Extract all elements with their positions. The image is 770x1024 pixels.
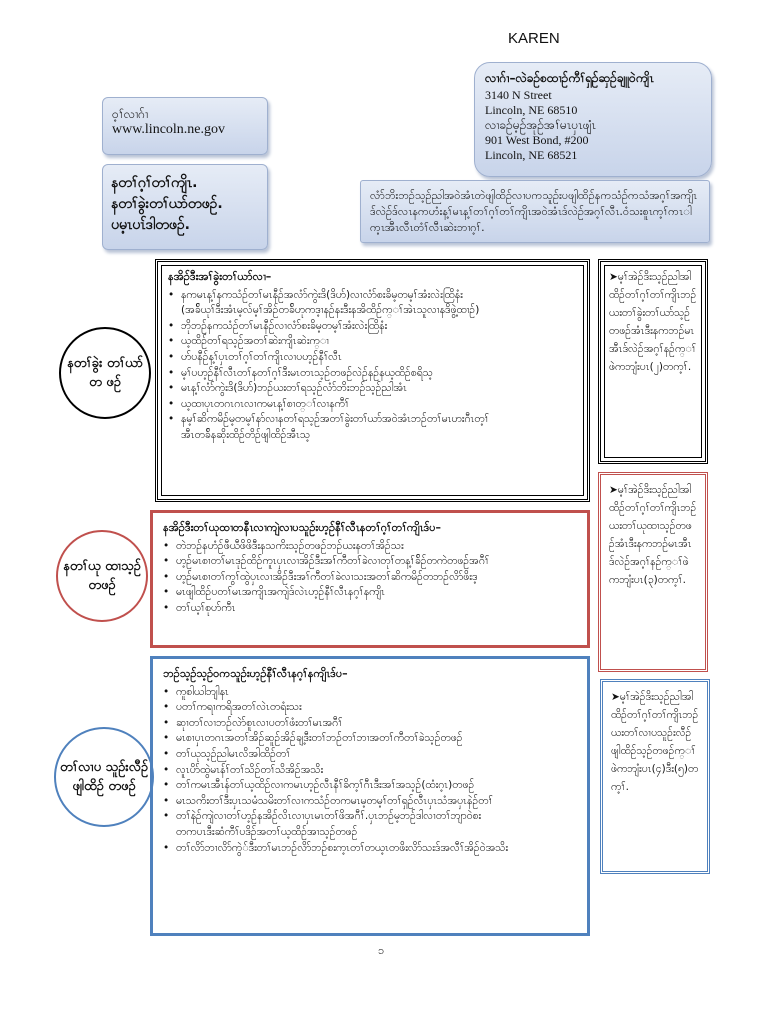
rights-circle-label: နတၢ်ခွဲး တၢ်ယာ်တ ဖဉ် — [67, 356, 143, 390]
intro-text: လံာ်ဘိးဘဉ်သ့ဉ်ညါအဝဲအံၤတဲဖျါထိဉ်လၢပကသူဉ်းပဖျါထိဉ်နကသံဉ်ကသံအဂ့ၢ်အကျိၤဒ်လဲဉ်ဒ်လၤနကဟံးန့ၢ်မၤန့ၢ်တၢ်ဂ့ၢ်တၢ်ကျိၤအဝဲအံၤဒ်လဲဉ်အဂ့ၢ်လီၤ.ဝံသးစူၤက့ၢ်ကၤါက့ၤအီၤလီၤတံၢ်လီၤဆဲးဘၢဂ့ၢ်. — [360, 180, 710, 243]
list-item: • နမ့ၢ်ဆိကမိဉ်မ့တမ့ၢ်နာ်လၢနတၢ်ရသ့ဉ်အတၢ်ခွဲးတၢ်ယာ်အဝဲအံၤဘဉ်တၢ်မၤဟးဂီၤတ့ၢ် — [168, 412, 577, 428]
choices-heading: နအိဉ်ဒီးတၢ်ယုထၢတနီၤလၢကျဲလၢပသူဉ်းဟ့ဉ်နီၢ်လီၤနတၢ်ဂ့ၢ်တၢ်ကျိၤဒ်ပ– — [163, 521, 442, 534]
uses-list — [163, 685, 577, 857]
uses-circle-label: တၢ်လၢပ သူဉ်းလီဉ် ဖျါထိဉ် တဖဉ် — [59, 760, 149, 794]
rights-section — [155, 259, 590, 502]
address-line: Lincoln, NE 68510 — [485, 103, 578, 117]
list-item: • ဟ့ဉ်မၤစၢတၢ်ကွၢ်ထွဲပှၤလၢအိဉ်ဒီးအၢ်ကီတၢ်ခဲလၢသးအတၢ်ဆိကမိဉ်တဘဉ်လိာ်ဖိးဒ့ — [163, 570, 577, 586]
list-item: • မၤစၢပှၤတဂၤအတၢ်အိဉ်ဆူဉ်အိဉ်ချ့ဒီးတၢ်ဘဉ်တၢ်ဘၢအတၢ်ကီတၢ်ခဲသ့ဉ်တဖဉ် — [163, 731, 577, 747]
list-item: • မၤသကိးတၢ်ဒီးပှၤသမံသမိးတၢ်လၢကသံဉ်တကမၤမ့တမ့ၢ်တၢ်ရှဉ်လီၤပှၤသံအပှၤနဲဉ်တၢ် — [163, 794, 577, 810]
list-item: • တၢ်ယ့ၢ်စုပာ်ကီၤ — [163, 601, 577, 617]
uses-heading: ဘဉ်သ့ဉ်သ့ဉ်ဝကသူဉ်းဟ့ဉ်နီၢ်လီၤနဂ့ၢ်နကျိၤဒ်ပ– — [163, 667, 348, 680]
list-item: • တၢ်လိာ်ဘၢလိာ်ကွဲ်ဒီးတၢ်မၤဘဉ်လိာ်ဘဉ်စးက့ၤတၢ်တယ့ၤတဖိးလိာ်သးဒ်အလီၢ်အိဉ်ဝဲအသိး — [163, 841, 577, 857]
office-title: လၢဂ်ၢ–လဲခဉ်စထၢဉ်ကီၢ်ရှဉ်ဆှဉ်ချူဝဲကျိၤ — [485, 71, 654, 85]
choices-circle-label: နတၢ်ယု ထၢသ့ဉ် တဖဉ် — [63, 559, 141, 593]
website-box — [102, 97, 268, 155]
address-line: 3140 N Street — [485, 88, 552, 102]
list-item: • ကူစါယါဘျါနၤ — [163, 685, 577, 701]
rights-list — [168, 288, 577, 444]
list-item: • ယ့ထိဉ်တၢ်ရသ့ဉ်အတၢ်ဆဲးကျိၤဆဲးက္ၢ — [168, 334, 577, 350]
list-item: • ဘိုဘဉ်နကသံဉ်တၢ်မၤနီဉ်လၢလံာ်စးခိမ့တမ့ၢ်အံးလဲးထြိနံး — [168, 319, 577, 335]
address-line: Lincoln, NE 68521 — [485, 148, 578, 162]
uses-circle — [54, 727, 154, 827]
page-number: ၁ — [378, 944, 385, 957]
title-line: ပမ့ၤပၤ်ဒါတဖဉ်. — [111, 217, 190, 233]
list-item: • ဟ်ပနီဉ်န့ၢ်ပှၤတၢ်ဂ့ၢ်တၢ်ကျိၤလၢပဟ့ဉ်နီၢ်လီၤ — [168, 350, 577, 366]
list-item: (အခ်ိယုၢ်ဒီးအံၤမ့လ်မ့ၢ်အိဉ်တခ်ိဟုကဒ့ၢနဉ်နးဒီးနအိထိဉ်က္ၢ်အဲၤသူလၢနဒိဖွဲ့ထၢဉ်) — [181, 304, 480, 317]
list-item: • မၤန့ၢ်လံာ်ကွဲးဒိ(ဒိဟ်)ဘဉ်ယးတၢ်ရသ့ဉ်လံာ်ဘိးဘဉ်သ့ဉ်ညါအံၤ — [168, 381, 577, 397]
choices-list — [163, 539, 577, 617]
list-item: • တၢ်ယုသ့ဉ်ညါမၤလိအါထိဉ်တၢ် — [163, 747, 577, 763]
list-item: • တၢ်ကမၤအီၤန်တၢ်ယ့ထိဉ်လၢကမၤဟ့ဉ်လီၤနီၢ်ခိက့ၢ်ဂီၤဒီးအၢ်အသ့ဉ်(ထံးဂ့ၤ)တဖဉ် — [163, 778, 577, 794]
language-label: KAREN — [508, 30, 560, 47]
title-line: နတၢ်ဂ့ၢ်တၢ်ကျိၤ. — [111, 175, 198, 191]
address-line: လၢခဉ်မ့ဉ်အုဉ်အၢ်မၤပှၤဖျံၤ — [485, 118, 596, 132]
website-label: ဝ့ၢ်လၢဂ်ၢ — [112, 107, 149, 121]
website-link[interactable]: www.lincoln.ne.gov — [112, 122, 226, 137]
list-item: • ဟ့ဉ်မၤစၢတၢ်မၤဒုဉ်ထိဉ်ကူၤပှၤလၢအိဉ်ဒီးအၢ်ကီတၢ်ခဲလၢတုၢ်တန့ၢ်ခ်ိဉ်တကဲတဖဉ်အဂီၢ် — [163, 554, 577, 570]
office-address-box — [474, 62, 712, 177]
choices-section — [150, 510, 590, 648]
uses-side-note: ➤မ့ၢ်အဲဉ်ဒိးသ့ဉ်ညါအါထိဉ်တၢ်ဂ့ၢ်တၢ်ကျိၤဘဉ်ယးတၢ်လၢပသူဉ်းလီဉ်ဖျါထိဉ်သ့ဉ်တဖဉ်က္ၢ်ဖဲကဘျံးပၤ(၄)ဒီး(၅)တက့ၢ်. — [600, 679, 710, 874]
list-item: • နကမၤန့ၢ်နကသံဉ်တၢ်မၤနီဉ်အလံာ်ကွဲးဒိ(ဒိဟ်)လၢလံာ်စးခိမ့တမ့ၢ်အံးလဲးထြိနံး — [168, 288, 577, 304]
list-item: • ယ့ထၢပုၤတဂၤဂၤလၢကမၤန့ၢ်စၢတ္ၢ်လၢနကီၢ် — [168, 397, 577, 413]
list-item: • လူၤပိာ်ထွဲမၤန်ၢ်တၢ်သိဉ်တၢ်သိအိဉ်အသိး — [163, 763, 577, 779]
choices-side-note: ➤မ့ၢ်အဲဉ်ဒိးသ့ဉ်ညါအါထိဉ်တၢ်ဂ့ၢ်တၢ်ကျိၤဘဉ်ယးတၢ်ယုထၢသ့ဉ်တဖဉ်အံၤဒီးနကဘဉ်မၤအီၤဒ်လဲဉ်အဂ့ၢ်နဉ်က္ၢ်ဖဲကဘျံးပၤ(၃)တက့ၢ်. — [598, 472, 708, 672]
list-item: • တဲဘဉ်နဟံဉ်ဖီယီဖိဖိဒီးနသကိးသ့ဉ်တဖဉ်ဘဉ်ယးနတၢ်အိဉ်သး — [163, 539, 577, 555]
uses-section — [150, 656, 590, 936]
list-item: တကပၤဒီးဆံကီၢ်ပဒိဉ်အတၢ်ယ့ထိဉ်အၢသ့ဉ်တဖဉ် — [176, 825, 358, 838]
rights-heading: နအိဉ်ဒီးအၢ်ခွဲးတၢ်ယာ်လၢ– — [168, 270, 272, 283]
list-item: • မၤဖျါထိဉ်ပတၢ်မၤအကျိၤအကျဲဒ်လဲၤဟ့ဉ်နီၢ်လီၤနဂ့ၢ်နကျိၤ — [163, 585, 577, 601]
rights-circle — [59, 327, 151, 419]
choices-circle — [56, 530, 148, 622]
list-item: အီၤတခ်ိနဆိုးထိဉ်တိဉ်ဖျါထိဉ်အီၤသ့ — [181, 428, 311, 441]
address-line: 901 West Bond, #200 — [485, 133, 589, 147]
list-item: • တၢ်နဲဉ်ကျဲလၢတၢ်ဟ့ဉ်နအိဉ်လိၤလၢပှၤမၤတၢ်ဖိအဂီၢ်.ပှၤဘဉ်မ့ဘဉ်ဒါလၢတၢ်ဘျာဝဲစး — [163, 809, 577, 825]
page-title — [102, 164, 268, 250]
title-line: နတၢ်ခွဲးတၢ်ယာ်တဖဉ်. — [111, 196, 223, 212]
list-item: • မ့ၢ်ပဟ့ဉ်နီၢ်လီၤတၢ်နတၢ်ဂ့ၢ်ဒီးမၤတၤသ့ဉ်တဖဉ်လဲဉ်နဉ်နယ့ထိဉ်စရိသ့ — [168, 366, 577, 382]
rights-side-note: ➤မ့ၢ်အဲဉ်ဒိးသ့ဉ်ညါအါထိဉ်တၢ်ဂ့ၢ်တၢ်ကျိၤဘဉ်ယးတၢ်ခွဲးတၢ်ယာ်သ့ဉ်တဖဉ်အံၤဒီးနကဘဉ်မၤအီၤဒ်လဲဉ်အဂ့ၢ်နဉ်က္ၢ်ဖဲကဘျံးပၤ(၂)တက့ၢ်. — [598, 259, 708, 464]
list-item: • ပတၢ်ကရၢကရိအတၢ်လဲၤတရံးသး — [163, 700, 577, 716]
list-item: • ဆုၢတၢ်လၢဘဉ်လဲာ်စူၤလၢပတၢ်ဖံးတၢ်မၤအဂီၢ် — [163, 716, 577, 732]
